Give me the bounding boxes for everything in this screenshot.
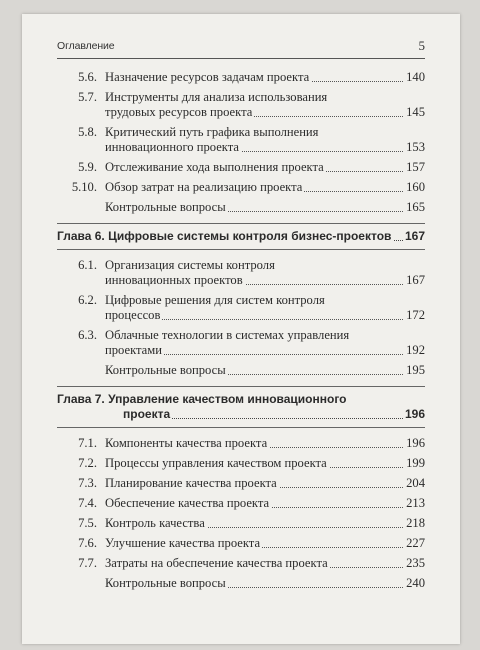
toc-entry-number: 7.5. — [78, 516, 97, 530]
toc-entry-line — [57, 436, 425, 451]
toc-entry-number: 7.4. — [78, 496, 97, 510]
toc-entry-line — [57, 90, 425, 105]
toc-entry[interactable] — [57, 536, 425, 551]
toc-entry-number: 5.10. — [71, 180, 97, 194]
toc-entry-line — [57, 258, 425, 273]
toc-entry-line — [57, 140, 425, 155]
toc-entry-title: Затраты на обеспечение качества проекта — [105, 556, 328, 570]
toc-entry-page: 153 — [406, 140, 425, 154]
toc-entry-page: 240 — [406, 576, 425, 590]
toc-entry[interactable] — [57, 516, 425, 531]
toc-entry-number: 5.6. — [78, 70, 97, 84]
toc-entry-page: 167 — [406, 273, 425, 287]
toc-entry-line — [57, 273, 425, 288]
toc-entry-line — [57, 456, 425, 471]
toc-entry[interactable] — [57, 328, 425, 358]
toc-entry-page: 196 — [406, 436, 425, 450]
toc-entry-line — [57, 343, 425, 358]
toc-entry-line — [57, 476, 425, 491]
table-of-contents — [57, 70, 425, 591]
toc-entry[interactable] — [57, 476, 425, 491]
toc-chapter-7[interactable] — [57, 386, 425, 428]
toc-entry-page: 145 — [406, 105, 425, 119]
toc-entry-number: 6.2. — [78, 293, 97, 307]
toc-entry-line — [57, 308, 425, 323]
toc-entry[interactable] — [57, 90, 425, 120]
toc-entry[interactable] — [57, 436, 425, 451]
book-page — [22, 14, 460, 644]
toc-entry-title: инновационного проекта — [105, 140, 240, 154]
toc-entry-title: Планирование качества проекта — [105, 476, 277, 490]
toc-entry-number: 7.2. — [78, 456, 97, 470]
toc-entry[interactable] — [57, 258, 425, 288]
chapter-page: 196 — [404, 407, 425, 421]
toc-entry-page: 199 — [406, 456, 425, 470]
toc-entry-page: 204 — [406, 476, 425, 490]
toc-entry-page: 165 — [406, 200, 425, 214]
toc-entry-number: 7.1. — [78, 436, 97, 450]
toc-entry-number: 6.3. — [78, 328, 97, 342]
toc-entry-questions-6[interactable] — [57, 363, 425, 378]
toc-chapter-6[interactable] — [57, 223, 425, 250]
toc-entry[interactable] — [57, 293, 425, 323]
toc-entry-line — [57, 496, 425, 511]
toc-entry[interactable] — [57, 160, 425, 175]
toc-entry-line — [57, 105, 425, 120]
section-6-entries — [57, 258, 425, 358]
toc-entry-line — [57, 328, 425, 343]
toc-entry-line — [57, 516, 425, 531]
toc-entry-title: Процессы управления качеством проекта — [105, 456, 327, 470]
toc-entry-title: Компоненты качества проекта — [105, 436, 268, 450]
toc-entry-page: 172 — [406, 308, 425, 322]
toc-entry-page: 213 — [406, 496, 425, 510]
toc-entry-title: Контроль качества — [105, 516, 205, 530]
toc-entry-line — [57, 70, 425, 85]
toc-entry-title: трудовых ресурсов проекта — [105, 105, 253, 119]
toc-entry-title: Цифровые решения для систем контроля — [105, 293, 325, 307]
toc-entry-title: Организация системы контроля — [105, 258, 275, 272]
chapter-title-line-1: Глава 7. Управление качеством инновационного — [57, 392, 347, 406]
chapter-title-line-2: проекта — [123, 407, 171, 421]
toc-entry-title: Контрольные вопросы — [105, 200, 226, 214]
toc-entry-line — [57, 556, 425, 571]
toc-entry-line — [57, 536, 425, 551]
toc-entry-page: 227 — [406, 536, 425, 550]
toc-entry-number: 6.1. — [78, 258, 97, 272]
toc-entry[interactable] — [57, 70, 425, 85]
toc-entry[interactable] — [57, 496, 425, 511]
toc-entry-line — [57, 160, 425, 175]
toc-entry-title: Назначение ресурсов задачам проекта — [105, 70, 310, 84]
toc-entry-number: 7.6. — [78, 536, 97, 550]
toc-entry-questions-5[interactable] — [57, 200, 425, 215]
toc-entry[interactable] — [57, 125, 425, 155]
toc-entry[interactable] — [57, 456, 425, 471]
page-number: 5 — [418, 38, 425, 53]
toc-entry-number: 5.8. — [78, 125, 97, 139]
toc-entry-title: инновационных проектов — [105, 273, 243, 287]
running-header — [57, 40, 425, 59]
chapter-title: Глава 6. Цифровые системы контроля бизнес-проектов — [57, 229, 392, 243]
toc-entry-questions-7[interactable] — [57, 576, 425, 591]
toc-entry-line — [57, 293, 425, 308]
toc-entry-title: Облачные технологии в системах управления — [105, 328, 350, 342]
toc-entry-title: Критический путь графика выполнения — [105, 125, 319, 139]
toc-entry-number: 7.3. — [78, 476, 97, 490]
toc-entry-title: процессов — [105, 308, 161, 322]
header-title: Оглавление — [57, 40, 115, 52]
section-7-entries — [57, 436, 425, 571]
toc-entry-page: 157 — [406, 160, 425, 174]
toc-entry-number: 5.9. — [78, 160, 97, 174]
toc-entry-page: 235 — [406, 556, 425, 570]
toc-entry-number: 7.7. — [78, 556, 97, 570]
toc-entry-number: 5.7. — [78, 90, 97, 104]
toc-entry-title: Контрольные вопросы — [105, 363, 226, 377]
toc-entry-line — [57, 125, 425, 140]
toc-entry-page: 218 — [406, 516, 425, 530]
toc-entry[interactable] — [57, 556, 425, 571]
toc-entry-title: проектами — [105, 343, 162, 357]
section-5-entries — [57, 70, 425, 195]
toc-entry-title: Обзор затрат на реализацию проекта — [105, 180, 303, 194]
toc-entry-line — [57, 180, 425, 195]
toc-entry-page: 160 — [406, 180, 425, 194]
toc-entry-title: Контрольные вопросы — [105, 576, 226, 590]
toc-entry-title: Обеспечение качества проекта — [105, 496, 270, 510]
toc-entry-page: 192 — [406, 343, 425, 357]
toc-entry-page: 195 — [406, 363, 425, 377]
toc-entry-page: 140 — [406, 70, 425, 84]
toc-entry-title: Улучшение качества проекта — [105, 536, 261, 550]
toc-entry-title: Отслеживание хода выполнения проекта — [105, 160, 324, 174]
toc-entry[interactable] — [57, 180, 425, 195]
toc-entry-title: Инструменты для анализа использования — [105, 90, 328, 104]
chapter-page: 167 — [404, 229, 425, 243]
